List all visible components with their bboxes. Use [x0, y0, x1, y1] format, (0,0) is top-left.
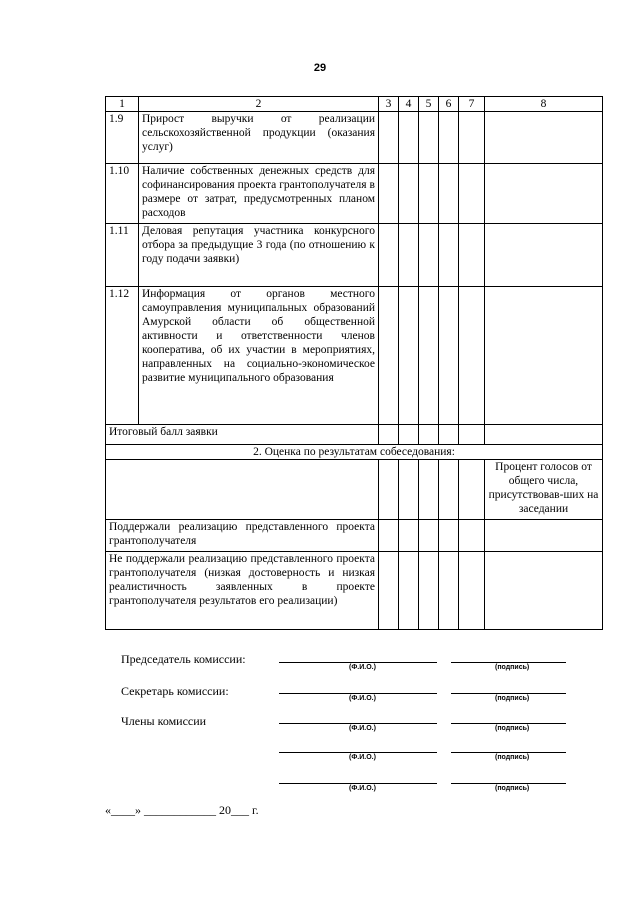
row-number: 1.10: [106, 164, 139, 224]
row-number: 1.11: [106, 224, 139, 287]
sign-caption: (подпись): [495, 785, 530, 792]
column-header: 7: [459, 97, 485, 112]
table-row: [106, 164, 603, 224]
table-row: [106, 224, 603, 287]
secretary-sign-line: [451, 693, 566, 694]
member-name-line: [279, 783, 437, 784]
table-header-row: [106, 97, 603, 112]
fio-caption: (Ф.И.О.): [349, 754, 376, 761]
fio-caption: (Ф.И.О.): [349, 695, 376, 702]
chairman-sign-line: [451, 662, 566, 663]
row-number: 1.12: [106, 287, 139, 425]
column-header: 6: [439, 97, 459, 112]
not-support-row: [106, 552, 603, 630]
sign-caption: (подпись): [495, 664, 530, 671]
column-header: 5: [419, 97, 439, 112]
row-number: 1.9: [106, 112, 139, 164]
section-2-title: 2. Оценка по результатам собеседования:: [106, 445, 603, 460]
member-name-line: [279, 723, 437, 724]
secretary-label: Секретарь комиссии:: [121, 684, 229, 698]
not-support-label: Не поддержали реализацию представленного проекта грантополучателя (низкая достоверность и низкая реалистичность заявленных в проекте грантополучателя результатов его реализации): [106, 552, 379, 630]
page-number: 29: [313, 62, 327, 74]
interview-header-row: [106, 460, 603, 520]
table-row: [106, 287, 603, 425]
fio-caption: (Ф.И.О.): [349, 785, 376, 792]
column-header: 2: [139, 97, 379, 112]
total-label: Итоговый балл заявки: [106, 425, 379, 445]
support-label: Поддержали реализацию представленного проекта грантополучателя: [106, 520, 379, 552]
secretary-name-line: [279, 693, 437, 694]
member-sign-line: [451, 752, 566, 753]
date-line: «____» ____________ 20___ г.: [105, 803, 259, 817]
criterion-text: Прирост выручки от реализации сельскохозяйственной продукции (оказания услуг): [139, 112, 379, 164]
criterion-text: Информация от органов местного самоуправления муниципальных образований Амурской области об общественной активности и ответственности членов кооператива, об их участии в мероприятиях, направленных на социально-экономическое развитие муниципального образования: [139, 287, 379, 425]
chairman-name-line: [279, 662, 437, 663]
sign-caption: (подпись): [495, 725, 530, 732]
members-label: Члены комиссии: [121, 714, 207, 728]
table-row: [106, 112, 603, 164]
column-header: 8: [485, 97, 603, 112]
support-row: [106, 520, 603, 552]
member-sign-line: [451, 783, 566, 784]
column-header: 1: [106, 97, 139, 112]
column-header: 4: [399, 97, 419, 112]
sign-caption: (подпись): [495, 695, 530, 702]
column-header: 3: [379, 97, 399, 112]
chairman-label: Председатель комиссии:: [121, 652, 246, 666]
member-sign-line: [451, 723, 566, 724]
criterion-text: Деловая репутация участника конкурсного отбора за предыдущие 3 года (по отношению к году подачи заявки): [139, 224, 379, 287]
sign-caption: (подпись): [495, 754, 530, 761]
evaluation-table: [105, 96, 603, 630]
criterion-text: Наличие собственных денежных средств для софинансирования проекта грантополучателя в размере от затрат, предусмотренных планом расходов: [139, 164, 379, 224]
total-row: [106, 425, 603, 445]
fio-caption: (Ф.И.О.): [349, 725, 376, 732]
member-name-line: [279, 752, 437, 753]
fio-caption: (Ф.И.О.): [349, 664, 376, 671]
section-2-row: [106, 445, 603, 460]
percent-votes-header: Процент голосов от общего числа, присутствовав-ших на заседании: [485, 460, 603, 520]
